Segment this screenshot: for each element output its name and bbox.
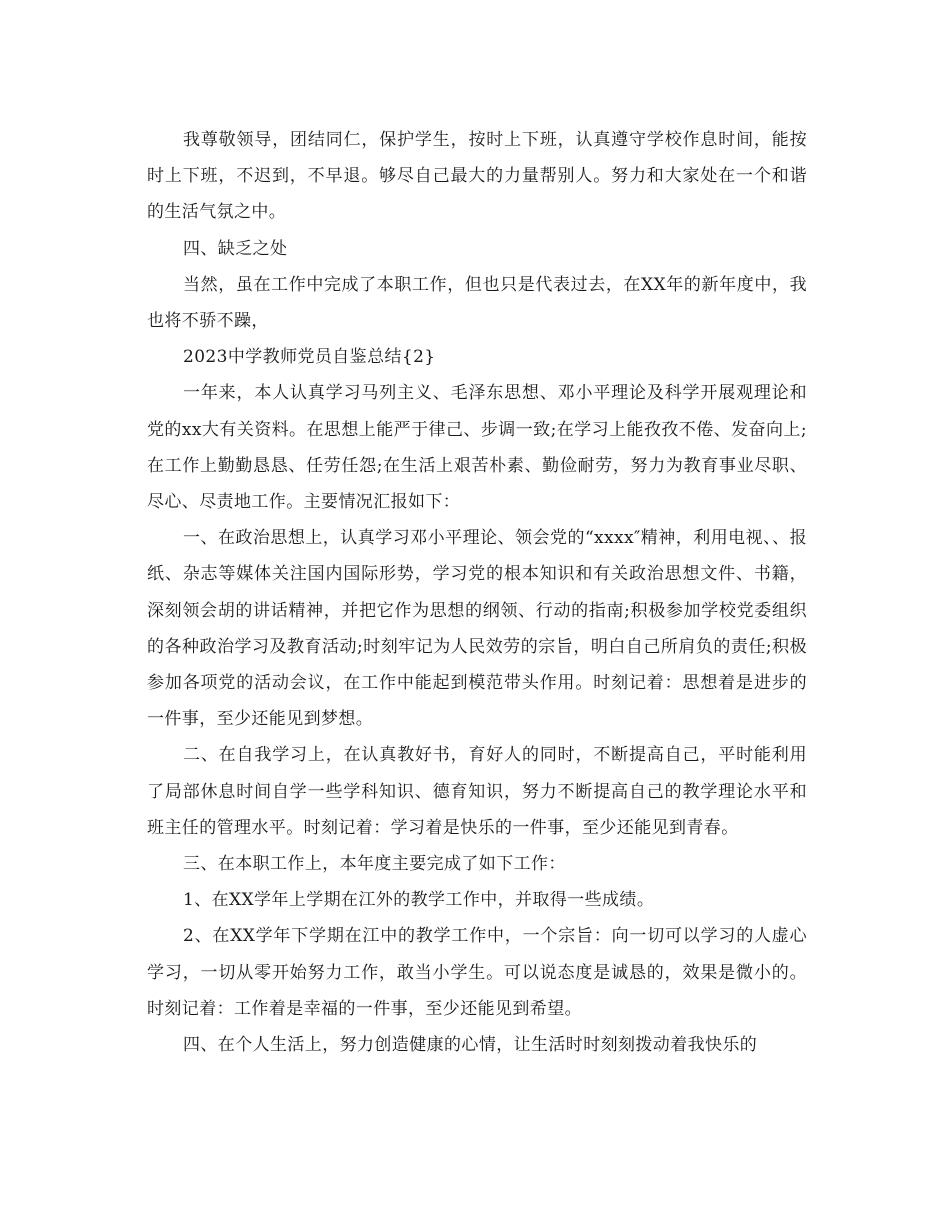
paragraph-shortcomings: 当然，虽在工作中完成了本职工作，但也只是代表过去，在XX年的新年度中，我也将不骄不躁，	[147, 274, 807, 332]
paragraph-intro: 一年来，本人认真学习马列主义、毛泽东思想、邓小平理论及科学开展观理论和党的xx大有关资料。在思想上能严于律己、步调一致;在学习上能孜孜不倦、发奋向上;在工作上勤勤恳恳、任劳任怨;在生活上艰苦朴素、勤俭耐劳，努力为教育事业尽职、尽心、尽责地工作。主要情况汇报如下：	[147, 383, 807, 513]
document-body	[147, 122, 807, 1063]
paragraph-duties-heading: 三、在本职工作上，本年度主要完成了如下工作：	[183, 854, 566, 875]
paragraph-duty-1: 1、在XX学年上学期在江外的教学工作中，并取得一些成绩。	[183, 890, 655, 911]
paragraph-duty-2: 2、在XX学年下学期在江中的教学工作中，一个宗旨：向一切可以学习的人虚心学习，一切从零开始努力工作，敢当小学生。可以说态度是诚恳的，效果是微小的。时刻记着：工作着是幸福的一件事，至少还能见到希望。	[147, 926, 807, 1019]
paragraph-political-thought: 一、在政治思想上，认真学习邓小平理论、领会党的“xxxx″精神，利用电视、、报纸、杂志等媒体关注国内国际形势，学习党的根本知识和有关政治思想文件、书籍，深刻领会胡的讲话精神，并把它作为思想的纲领、行动的指南;积极参加学校党委组织的各种政治学习及教育活动;时刻牢记为人民效劳的宗旨，明白自己所肩负的责任;积极参加各项党的活动会议，在工作中能起到模范带头作用。时刻记着：思想着是进步的一件事，至少还能见到梦想。	[147, 528, 807, 730]
paragraph-self-study: 二、在自我学习上，在认真教好书，育好人的同时，不断提高自己，平时能利用了局部休息时间自学一些学科知识、德育知识，努力不断提高自己的教学理论水平和班主任的管理水平。时刻记着：学习着是快乐的一件事，至少还能见到青春。	[147, 745, 807, 838]
heading-shortcomings: 四、缺乏之处	[183, 238, 288, 259]
document-subtitle: 2023中学教师党员自鉴总结{2}	[183, 347, 436, 368]
paragraph-conduct: 我尊敬领导，团结同仁，保护学生，按时上下班，认真遵守学校作息时间，能按时上下班，不迟到，不早退。够尽自己最大的力量帮别人。努力和大家处在一个和谐的生活气氛之中。	[147, 130, 807, 223]
paragraph-personal-life: 四、在个人生活上，努力创造健康的心情，让生活时时刻刻拨动着我快乐的	[183, 1035, 758, 1056]
